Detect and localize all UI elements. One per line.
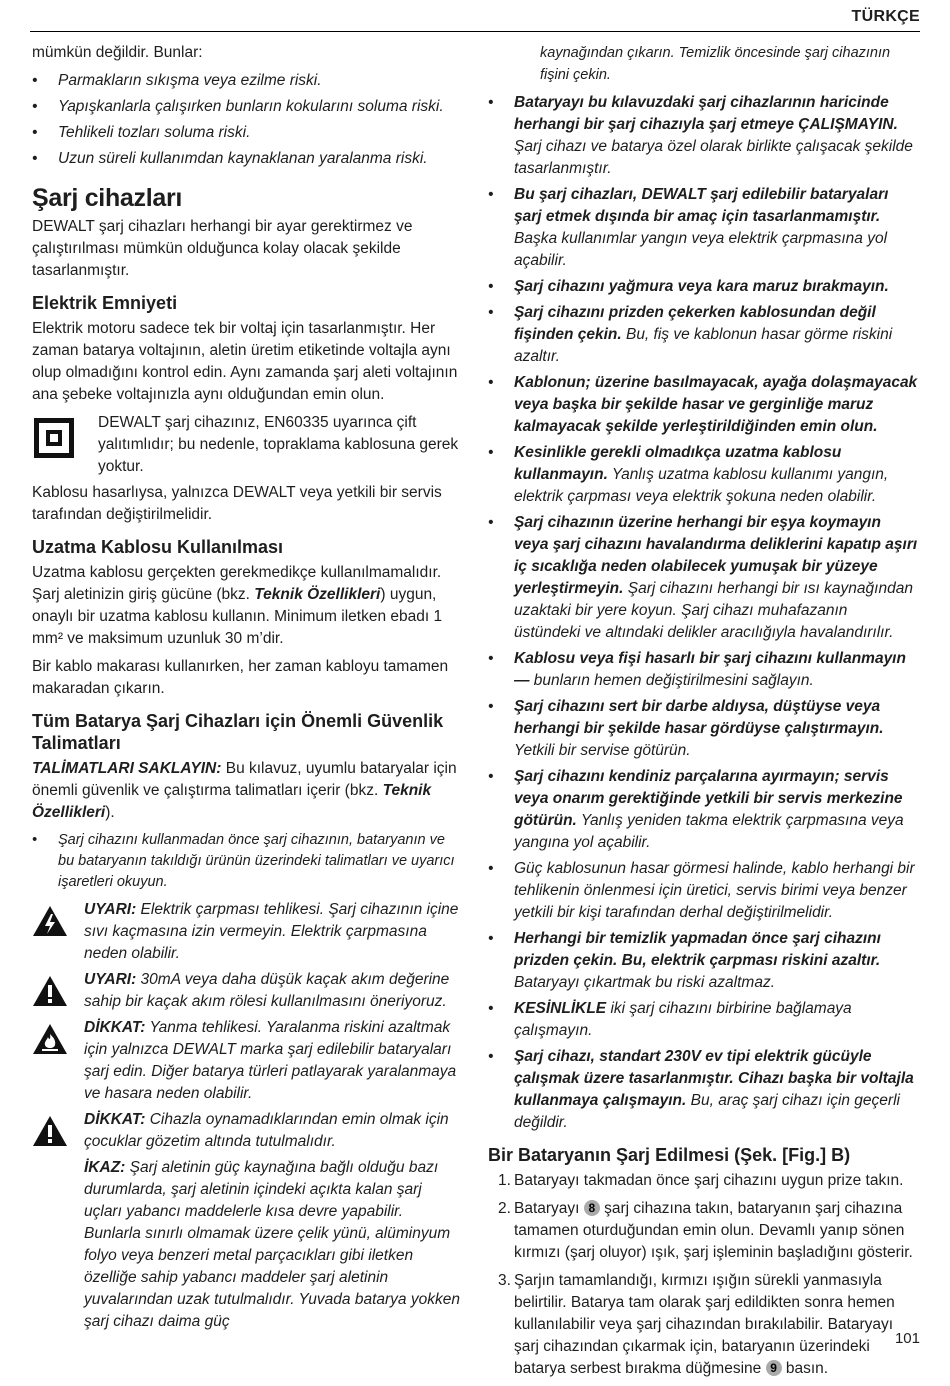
save-label: TALİMATLARI SAKLAYIN: [32, 760, 222, 777]
ext-text-end: ) uygun, onaylı bir uzatma kablosu kullanın. Minimum iletken ebadı 1 mm² ve maksimum uzunluk 30 m’dir. [32, 586, 443, 647]
ext-text-start: Uzatma kablosu gerçekten gerekmedikçe kullanılmamalıdır. Şarj aletinizin giriş gücüne (bkz. [32, 564, 442, 603]
intro-text: mümkün değildir. Bunlar: [32, 44, 203, 61]
double-insulation-block [32, 412, 462, 478]
step-text: şarj cihazına takın, bataryanın şarj cihazına tamamen oturduğundan emin olun. Devamlı yanıp sönen kırmızı (şarj oluyor) ışık, şarj işleminin başladığını gösterir. [514, 1200, 913, 1261]
notice-body: Şarj aletinin güç kaynağına bağlı olduğu bazı durumlarda, şarj aletinin içindeki açıkta kalan şarj uçları yabancı maddelerle kısa devre yapabilir. Bunlarla sınırlı olmamak üzere çelik yünü, alüminyum folyo veya benzeri metal parçacıkları gibi iletken özelliğe sahip yabancı maddeler şarj aletinin yuvalarından uzak tutulmalıdır. Yuvada batarya yokken şarj cihazı daima güç [84, 1159, 460, 1330]
safety-instructions-heading: Tüm Batarya Şarj Cihazları için Önemli Güvenlik Talimatları [32, 711, 444, 753]
brand-name: DEWALT [172, 1041, 236, 1058]
risk-item: • Tehlikeli tozları soluma riski. [32, 122, 462, 144]
caution-body-start: Yanma tehlikesi. Yaralanma riskini azaltmak için yalnızca [84, 1019, 451, 1058]
safety-item [488, 1046, 918, 1134]
safety-item-bold: Şarj cihazını prizden çekerken kablosundan değil fişinden çekin. [514, 304, 876, 343]
brand-name: DEWALT [641, 186, 706, 203]
safety-item-bold: KESİNLİKLE [514, 1000, 607, 1017]
safety-item [488, 276, 918, 298]
electrical-safety-heading: Elektrik Emniyeti [32, 293, 178, 313]
step-text: Bataryayı takmadan önce şarj cihazını uygun prize takın. [514, 1172, 904, 1189]
save-end: ). [105, 804, 115, 821]
safety-item-text: iki şarj cihazını birbirine bağlamaya çalışmayın. [514, 1000, 852, 1039]
safety-item [488, 696, 918, 762]
double-insulation-text [98, 412, 462, 478]
warning-triangle-icon [32, 975, 68, 1007]
brand-name: DEWALT [98, 414, 161, 431]
safety-item-text: Yanlış yeniden takma elektrik çarpmasına veya yangına yol açabilir. [514, 812, 904, 851]
safety-item [488, 928, 918, 994]
read-instructions-list [32, 830, 462, 893]
warning-label: UYARI: [84, 901, 137, 918]
safety-item-bold: Kablosu veya fişi hasarlı bir şarj cihazını kullanmayın— [514, 650, 906, 689]
warning-body: 30mA veya daha düşük kaçak akım değerine sahip bir kaçak akım rölesi kullanılmasını öneriyoruz. [84, 971, 450, 1010]
safety-item [488, 766, 918, 854]
safety-item-text: Başka kullanımlar yangın veya elektrik çarpmasına yol açabilir. [514, 230, 888, 269]
figure-callout-badge: 8 [584, 1200, 600, 1216]
risk-item: • Uzun süreli kullanımdan kaynaklanan yaralanma riski. [32, 148, 462, 170]
safety-item-bold: Şarj cihazını yağmura veya kara maruz bırakmayın. [514, 278, 889, 295]
language-label: TÜRKÇE [851, 8, 920, 25]
right-column [488, 42, 918, 1386]
safety-item-text: Şarj cihazı ve batarya özel olarak birlikte çalışacak şekilde tasarlanmıştır. [514, 138, 913, 177]
safety-item-text: Bataryayı çıkartmak bu riski azaltmaz. [514, 974, 775, 991]
step-number: 2. [498, 1200, 511, 1217]
safety-item-bold: Kesinlikle gerekli olmadıkça uzatma kablosu kullanmayın. [514, 444, 842, 483]
warning-leakage-current [32, 969, 462, 1013]
double-insulation-body: şarj cihazınız, EN60335 uyarınca çift yalıtımlıdır; bu nedenle, topraklama kablosuna gerek yoktur. [98, 414, 459, 475]
double-insulation-icon [34, 418, 74, 458]
charger-safety-list [488, 92, 918, 1134]
safety-item [488, 184, 918, 272]
caution-children [32, 1109, 462, 1153]
cable-text-start: Kablosu hasarlıysa, yalnızca [32, 484, 233, 501]
charging-steps [488, 1170, 918, 1380]
extension-cord-text [32, 562, 462, 650]
cable-text-end: veya yetkili bir servis tarafından değiştirilmelidir. [32, 484, 442, 523]
notice-label: İKAZ: [84, 1159, 126, 1176]
safety-item-bold: Şarj cihazını kendiniz parçalarına ayırmayın; servis veya onarım gerektiğinde yetkili bir servis merkezine götürün. [514, 768, 903, 829]
safety-item [488, 998, 918, 1042]
risk-item: • Parmakların sıkışma veya ezilme riski. [32, 70, 462, 92]
step-number: 1. [498, 1172, 511, 1189]
risk-item: • Yapışkanlarla çalışırken bunların kokularını soluma riski. [32, 96, 462, 118]
electric-hazard-icon [32, 905, 68, 937]
specs-reference: Teknik Özellikleri [32, 782, 432, 821]
save-body: Bu kılavuz, uyumlu bataryalar için önemli güvenlik ve çalıştırma talimatları içerir (bkz. [32, 760, 457, 799]
chargers-text [32, 216, 462, 282]
brand-name: DEWALT [232, 484, 296, 501]
figure-callout-badge: 9 [766, 1360, 782, 1376]
read-instructions-item: • Şarj cihazını kullanmadan önce şarj cihazının, bataryanın ve bu bataryanın takıldığı ürünün üzerindeki talimatları ve uyarıcı işaretleri okuyun. [32, 830, 462, 893]
safety-item-bold: Herhangi bir temizlik yapmadan önce şarj cihazını prizden çekin. Bu, elektrik çarpması riskini azaltır. [514, 930, 881, 969]
cable-replacement-text [32, 482, 462, 526]
warning-label: UYARI: [84, 971, 137, 988]
warning-text [84, 969, 462, 1013]
charging-step [488, 1270, 918, 1380]
step-text: Şarjın tamamlandığı, kırmızı ışığın sürekli yanmasıyla belirtilir. Batarya tam olarak şarj edildikten sonra hemen kullanılabilir veya şarj cihazından bırakılabilir. Bataryayı şarj cihazından çıkarmak için, bataryanın üzerindeki batarya serbest bırakma düğmesine [514, 1272, 895, 1377]
step-text: Bataryayı [514, 1200, 584, 1217]
step-text: basın. [781, 1360, 829, 1377]
safety-item-bold: şarj edilebilir bataryaları şarj etmek dışında bir amaç için tasarlanmamıştır. [514, 186, 889, 225]
charging-heading: Bir Bataryanın Şarj Edilmesi (Şek. [Fig.] B) [488, 1145, 851, 1165]
safety-item-text: Yetkili bir servise götürün. [514, 742, 691, 759]
electrical-safety-text: Elektrik motoru sadece tek bir voltaj için tasarlanmıştır. Her zaman batarya voltajının, aletin üretim etiketinde voltajla aynı olup olmadığını kontrol edin. Aynı zamanda şarj aleti voltajının ana şebeke voltajınızla aynı olduğundan emin olun. [32, 320, 458, 403]
warning-electric-shock [32, 899, 462, 965]
safety-item-text: Güç kablosunun hasar görmesi halinde, kablo herhangi bir tehlikenin önlenmesi için üretici, servis birimi veya benzer yetkili bir kişi tarafından derhal değiştirilmelidir. [514, 860, 915, 921]
safety-item [488, 92, 918, 180]
safety-item [488, 858, 918, 924]
safety-item-bold: Şarj cihazı, standart 230V ev tipi elektrik gücüyle çalışmak üzere tasarlanmıştır. Cihazı başka bir voltajla kullanmaya çalışmayın. [514, 1048, 914, 1109]
warning-body: Elektrik çarpması tehlikesi. Şarj cihazının içine sıvı kaçmasına izin vermeyin. Elektrik çarpmasına neden olabilir. [84, 901, 459, 962]
safety-item-bold: Şarj cihazını sert bir darbe aldıysa, düştüyse veya herhangi bir şekilde hasar gördüyse çalıştırmayın. [514, 698, 884, 737]
caution-text [84, 1109, 462, 1153]
safety-item-text: Yanlış uzatma kablosu kullanımı yangın, elektrik çarpması veya elektrik şokuna neden olabilir. [514, 466, 889, 505]
save-instructions-text [32, 758, 462, 824]
safety-item-text: bunların hemen değiştirilmesini sağlayın. [529, 672, 814, 689]
warning-triangle-icon [32, 1115, 68, 1147]
safety-item-text: Şarj cihazını herhangi bir ısı kaynağından uzaktaki bir yere koyun. Şarj cihazı muhafazanın üstündeki ve altındaki delikler aracılığıyla havalandırılır. [514, 580, 913, 641]
caution-label: DİKKAT: [84, 1111, 146, 1128]
chargers-heading: Şarj cihazları [32, 184, 183, 212]
safety-item [488, 648, 918, 692]
safety-item-bold: Şarj cihazının üzerine herhangi bir eşya koymayın veya şarj cihazını havalandırma deliklerini kapatıp aşırı iç sıcaklığa neden olabilecek yumuşak bir yüzeye yerleştirmeyin. [514, 514, 918, 597]
caution-label: DİKKAT: [84, 1019, 146, 1036]
header-rule [30, 31, 920, 32]
notice-short-circuit [32, 1157, 462, 1333]
page-number: 101 [894, 1330, 920, 1347]
safety-item-text: Bu, fiş ve kablonun hasar görme riskini azaltır. [514, 326, 893, 365]
charging-step [488, 1198, 918, 1264]
extension-cord-heading: Uzatma Kablosu Kullanılması [32, 537, 284, 557]
left-column [32, 42, 462, 1333]
safety-item [488, 442, 918, 508]
safety-item-bold: Bu şarj cihazları, [514, 186, 642, 203]
cable-reel-text: Bir kablo makarası kullanırken, her zaman kabloyu tamamen makaradan çıkarın. [32, 658, 449, 697]
caution-burn-hazard [32, 1017, 462, 1105]
warning-text [84, 899, 462, 965]
charging-step [488, 1170, 918, 1192]
safety-item-bold: Kablonun; üzerine basılmayacak, ayağa dolaşmayacak veya başka bir şekilde hasar ve gerginliğe maruz kalmayacak şekilde yerleştirildiğinden emin olun. [514, 374, 918, 435]
caution-body: Cihazla oynamadıklarından emin olmak için çocuklar gözetim altında tutulmalıdır. [84, 1111, 449, 1150]
chargers-body: şarj cihazları herhangi bir ayar gerektirmez ve çalıştırılması mümkün olduğunca kolay olacak şekilde tasarlanmıştır. [32, 218, 413, 279]
fire-hazard-icon [32, 1023, 68, 1055]
brand-name: DEWALT [32, 218, 95, 235]
risk-list [32, 70, 462, 170]
safety-item-text: Bu, araç şarj cihazı için geçerli değildir. [514, 1092, 900, 1131]
step-number: 3. [498, 1272, 511, 1289]
safety-item [488, 512, 918, 644]
caution-text [84, 1017, 462, 1105]
specs-reference: Teknik Özellikleri [254, 586, 381, 603]
safety-item-bold: Bataryayı bu kılavuzdaki şarj cihazlarının haricinde herhangi bir şarj cihazıyla şarj etmeye ÇALIŞMAYIN. [514, 94, 898, 133]
safety-item [488, 302, 918, 368]
safety-item [488, 372, 918, 438]
continued-text: kaynağından çıkarın. Temizlik öncesinde şarj cihazının fişini çekin. [540, 45, 891, 83]
caution-body-end: marka şarj edilebilir bataryaları şarj edin. Diğer batarya türleri patlayarak yaralanmaya ve hasara neden olabilir. [84, 1041, 457, 1102]
